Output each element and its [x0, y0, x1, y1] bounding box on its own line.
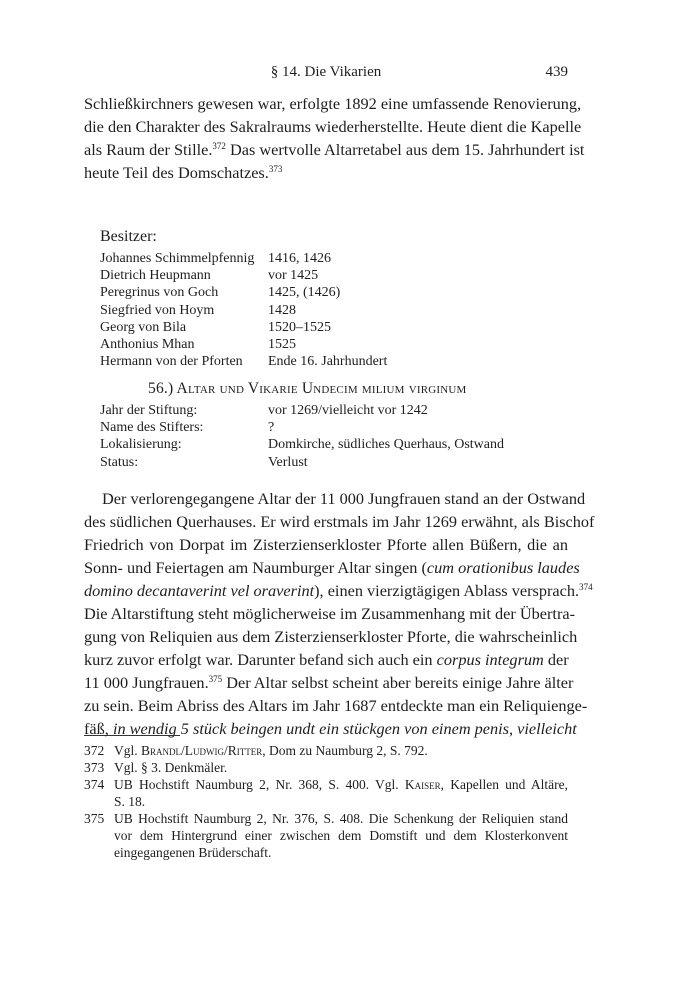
owner-row: Siegfried von Hoym 1428 [100, 302, 296, 318]
text-line: 11 000 Jungfrauen.$^{375}$ Der Altar selbst scheint aber bereits einige Jahre älter [84, 673, 574, 692]
text-line: die den Charakter des Sakralraums wiederherstellte. Heute dient die Kapelle [84, 117, 582, 136]
owner-row: Johannes Schimmelpfennig 1416, 1426 [100, 251, 331, 266]
text-line: Friedrich von Dorpat im Zisterzienserkloster Pforte allen Büßern, die an [84, 535, 568, 554]
owner-row: Anthonius Mhan 1525 [100, 336, 296, 352]
text-line: Der verlorengegangene Altar der 11 000 Jungfrauen stand an der Ostwand [102, 489, 586, 508]
footnote-ref: 372 [212, 141, 226, 151]
footnotes [84, 742, 568, 861]
text-line: kurz zuvor erfolgt war. Darunter befand sich auch ein corpus integrum der [84, 650, 569, 669]
text-line: Sonn- und Feiertagen am Naumburger Altar singen (cum orationibus laudes [84, 558, 580, 577]
owners-heading: Besitzer: [100, 228, 157, 245]
text-line: des südlichen Querhauses. Er wird erstmals im Jahr 1269 erwähnt, als Bischof [84, 512, 595, 531]
footnote-ref: 373 [268, 164, 283, 174]
text-line: Schließkirchners gewesen war, erfolgte 1892 eine umfassende Renovierung, [84, 94, 582, 113]
owner-row: Peregrinus von Goch 1425, (1426) [100, 285, 341, 301]
altar-info-list [100, 402, 504, 471]
running-head [84, 64, 568, 84]
footnote-ref: 375 [208, 674, 223, 684]
text-line: zu sein. Beim Abriss des Altars im Jahr 1687 entdeckte man ein Reliquienge- [84, 696, 588, 715]
owners-list [100, 250, 387, 370]
text-line: heute Teil des Domschatzes.$^{373}$ [84, 163, 283, 182]
body-paragraph [84, 487, 595, 740]
footnote: 375 UB Hochstift Naumburg 2, Nr. 376, S. 408. Die Schenkung der Reliquien stand vor dem Hintergrund einer zwischen dem Domstift und dem Klosterkonvent eingegangenen Brüderschaft. [84, 811, 568, 860]
section-title: 56.) Altar und Vikarie Undecim milium virginum [148, 380, 467, 397]
footnote-divider [84, 735, 180, 736]
owner-row: Hermann von der Pforten Ende 16. Jahrhundert [100, 354, 388, 370]
intro-paragraph [84, 92, 585, 184]
footnote: 374 UB Hochstift Naumburg 2, Nr. 368, S. 400. Vgl. Kaiser, Kapellen und Altäre, S. 18. [84, 777, 568, 809]
owner-row: Dietrich Heupmann vor 1425 [100, 268, 319, 284]
text-line: Die Altarstiftung steht möglicherweise im Zusammenhang mit der Übertra- [84, 604, 576, 623]
text-line: als Raum der Stille.$^{372}$ Das wertvolle Altarretabel aus dem 15. Jahrhundert ist [84, 140, 585, 159]
owner-row: Georg von Bila 1520–1525 [100, 319, 331, 335]
text-line: gung von Reliquien aus dem Zisterzienserkloster Pforte, die wahrscheinlich [84, 627, 578, 646]
info-row: Name des Stifters: ? [100, 420, 275, 436]
info-row: Lokalisierung: Domkirche, südliches Querhaus, Ostwand [100, 437, 505, 453]
info-row: Status: Verlust [100, 454, 308, 470]
text-line: domino decantaverint vel oraverint), einen vierzigtägigen Ablass versprach.$^{374}$ [84, 581, 593, 600]
footnote: 372 Vgl. Brandl/Ludwig/Ritter, Dom zu Naumburg 2, S. 792. [84, 743, 428, 758]
text-line: fäß, in wendig 5 stück beingen undt ein stückgen von einem penis, vielleicht [84, 719, 577, 738]
footnote: 373 Vgl. § 3. Denkmäler. [84, 760, 228, 775]
info-row: Jahr der Stiftung: vor 1269/vielleicht vor 1242 [100, 403, 428, 418]
footnote-ref: 374 [579, 582, 593, 592]
page-number: 439 [545, 64, 568, 80]
running-head-title: § 14. Die Vikarien [270, 64, 382, 80]
